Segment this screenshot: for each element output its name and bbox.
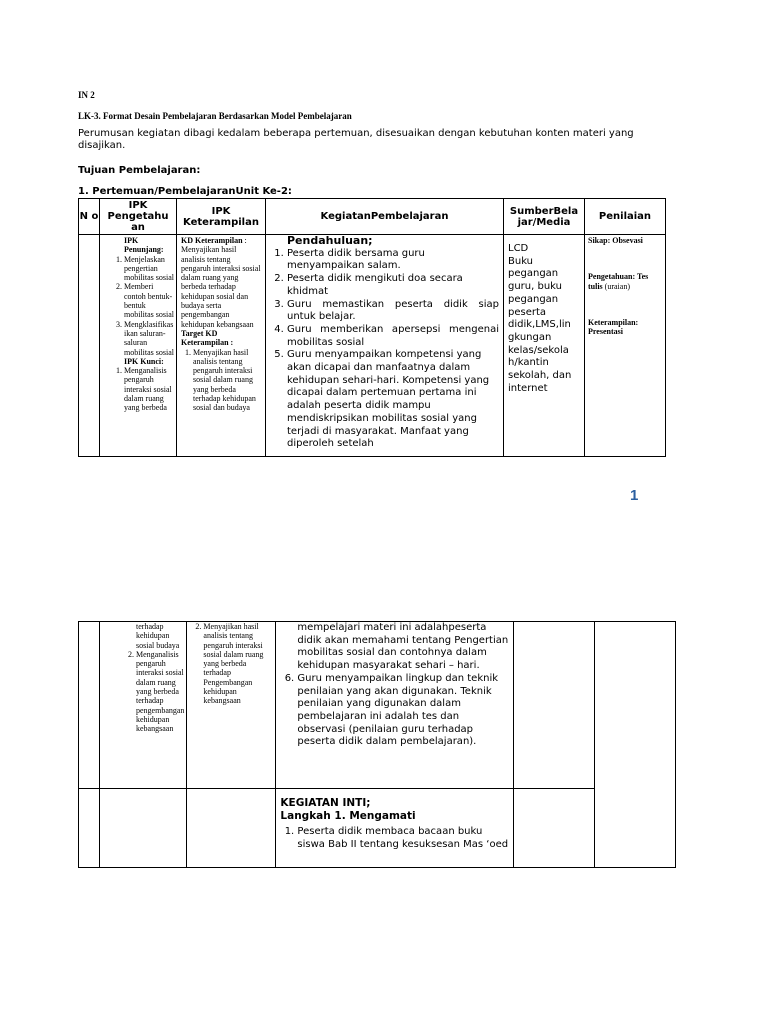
table-row xyxy=(79,235,666,457)
list-item: 1. Menjelaskan pengertian mobilitas sosial xyxy=(124,255,174,283)
ipk-kunci-title: IPK Kunci: xyxy=(124,356,164,366)
cell-kegiatan xyxy=(266,235,504,457)
cell-ipk-keterampilan xyxy=(187,789,276,868)
cell-ipk-keterampilan xyxy=(187,622,276,789)
target-kd-title: Target KD Keterampilan xyxy=(181,328,229,348)
sumber-item: LCD xyxy=(508,243,529,254)
list-item: 2. Memberi contoh bentuk-bentuk mobilitas sosial xyxy=(124,282,174,319)
list-item: 3. Mengklasifikas ikan saluran-saluran mobilitas sosial xyxy=(124,320,174,357)
page-number: 1 xyxy=(630,487,639,504)
cell-ipk-pengetahuan xyxy=(100,235,177,457)
cell-sumber xyxy=(514,622,595,789)
langkah-title: Langkah 1. Mengamati xyxy=(280,809,416,822)
list-item: 6. Guru menyampaikan lingkup dan teknik penilaian yang akan digunakan. Teknik penilaian yang digunakan dalam pembelajaran ini adalah tes dan observasi (penilaian guru terhadap peserta didik dalam pembelajaran). xyxy=(297,673,509,749)
list-item: 1. Peserta didik bersama guru menyampaikan salam. xyxy=(287,248,499,273)
list-item: 1. Menganalisis pengaruh interaksi sosial dalam ruang yang berbeda xyxy=(124,366,174,412)
header-sumber: SumberBela jar/Media xyxy=(504,199,585,235)
penilaian-keterampilan: Keterampilan: Presentasi xyxy=(588,317,639,337)
cell-sumber xyxy=(514,789,595,868)
list-item: 2. Peserta didik mengikuti doa secara khidmat xyxy=(287,273,499,298)
cell-kegiatan xyxy=(276,622,514,789)
lesson-plan-table-page-1 xyxy=(78,198,666,457)
table-header-row xyxy=(79,199,666,235)
intro-paragraph: Perumusan kegiatan dibagi kedalam beberapa pertemuan, disesuaikan dengan kebutuhan konten materi yang disajikan. xyxy=(78,128,634,151)
penilaian-sikap: Sikap: Obsevasi xyxy=(588,236,643,245)
cell-ipk-pengetahuan xyxy=(100,789,187,868)
ipk-penunjang-title: IPK Penunjang: xyxy=(124,236,164,255)
penilaian-pengetahuan-detail: (uraian) xyxy=(604,281,630,291)
goal-title: Tujuan Pembelajaran: xyxy=(78,165,201,176)
list-item: 1. Menyajikan hasil analisis tentang pengaruh interaksi sosial dalam ruang yang berbeda terhadap kehidupan sosial dan budaya xyxy=(193,348,262,413)
cell-sumber xyxy=(504,235,585,457)
meeting-title: 1. Pertemuan/PembelajaranUnit Ke-2: xyxy=(78,186,292,197)
list-item: 1. Peserta didik membaca bacaan buku siswa Bab II tentang kesuksesan Mas ‘oed xyxy=(297,826,509,851)
document-heading: LK-3. Format Desain Pembelajaran Berdasarkan Model Pembelajaran xyxy=(78,111,352,121)
inti-title: KEGIATAN INTI; xyxy=(280,797,371,809)
list-item: 2. Menyajikan hasil analisis tentang pengaruh interaksi sosial dalam ruang yang berbeda terhadap Pengembangan kehidupan kebangsaan xyxy=(203,622,272,706)
lesson-plan-table-page-2 xyxy=(78,621,676,868)
penilaian-pengetahuan: Pengetahuan: Tes tulis xyxy=(588,272,649,291)
cell-penilaian xyxy=(585,235,666,457)
list-item: 3. Guru memastikan peserta didik siap untuk belajar. xyxy=(287,299,499,324)
sumber-item: Buku pegangan guru, buku pegangan peserta didik,LMS,lin gkungan kelas/sekola h/kantin sekolah, dan internet xyxy=(508,255,572,394)
cell-no xyxy=(79,622,100,789)
pendahuluan-title: Pendahuluan; xyxy=(287,235,373,247)
cell-penilaian xyxy=(595,622,676,868)
list-item: 2. Menganalisis pengaruh interaksi sosial dalam ruang yang berbeda terhadap pengembangan kehidupan kebangsaan xyxy=(136,650,184,734)
kd-keterampilan-text: Menyajikan hasil analisis tentang pengaruh interaksi sosial dalam ruang yang berbeda terhadap kehidupan sosial dan budaya serta pengembangan kehidupan kebangsaan xyxy=(181,245,261,329)
list-item: 5. Guru menyampaikan kompetensi yang akan dicapai dan manfaatnya dalam kehidupan sehari-hari. Kompetensi yang dicapai dalam pertemuan pertama ini adalah peserta didik mampu mendiskripsikan mobilitas sosial yang terjadi di masyarakat. Manfaat yang diperoleh setelah xyxy=(287,349,499,451)
cell-ipk-keterampilan: KD Keterampilan : Menyajikan hasil analisis tentang pengaruh interaksi sosial dalam ruang yang berbeda terhadap kehidupan sosial dan budaya serta pengembangan kehidupan kebangsaan Target KD Keterampilan : 1. Menyajikan hasil analisis tentang pengaruh interaksi sosial dalam ruang yang berbeda terhadap kehidupan sosial dan budaya xyxy=(177,235,266,457)
cell-no xyxy=(79,789,100,868)
document-code: IN 2 xyxy=(78,90,95,100)
list-item: 4. Guru memberikan apersepsi mengenai mobilitas sosial xyxy=(287,324,499,349)
table-row xyxy=(79,789,676,868)
continued-text: terhadap kehidupan sosial budaya xyxy=(136,622,180,650)
header-ipk-keterampilan: IPK Keterampilan xyxy=(177,199,266,235)
header-ipk-pengetahuan: IPK Pengetahu an xyxy=(100,199,177,235)
header-kegiatan: KegiatanPembelajaran xyxy=(266,199,504,235)
kd-keterampilan-title: KD Keterampilan xyxy=(181,236,243,245)
continued-text: mempelajari materi ini adalahpeserta didik akan memahami tentang Pengertian mobilitas sosial dan contohnya dalam kehidupan masyarakat sehari – hari. xyxy=(297,622,509,672)
header-no: N o xyxy=(79,199,100,235)
cell-no xyxy=(79,235,100,457)
cell-ipk-pengetahuan xyxy=(100,622,187,789)
cell-kegiatan xyxy=(276,789,514,868)
header-penilaian: Penilaian xyxy=(585,199,666,235)
table-row xyxy=(79,622,676,789)
